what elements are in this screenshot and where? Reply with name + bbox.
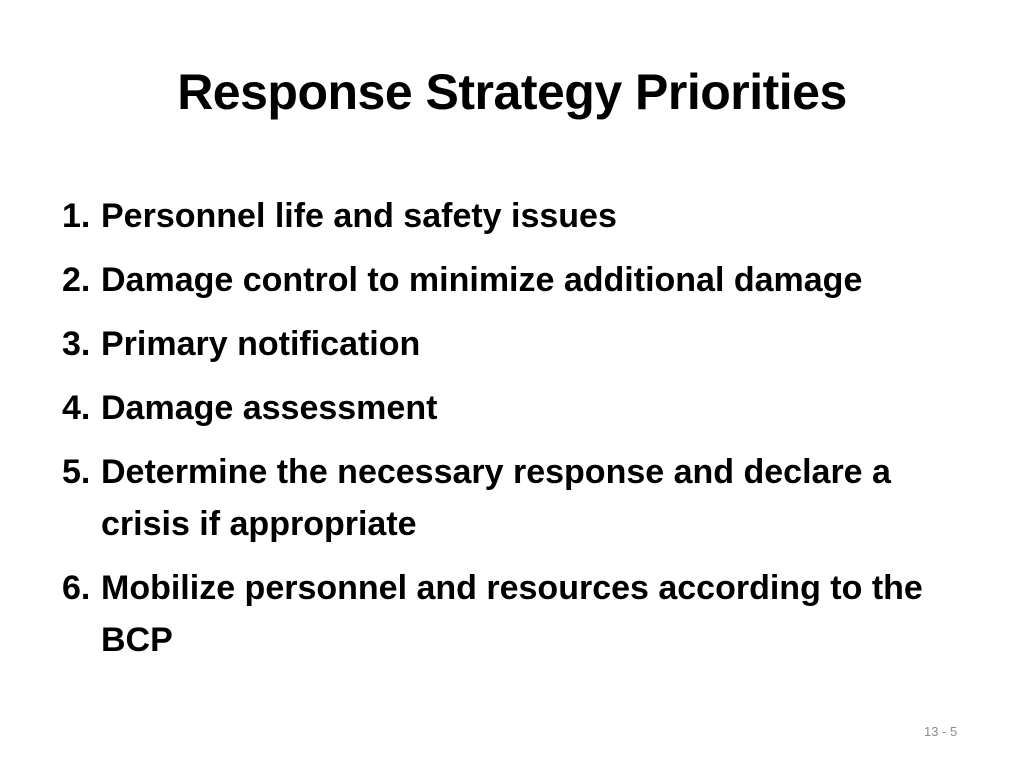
list-item-number: 2. [62, 261, 91, 299]
list-item-text: Determine the necessary response and declare a crisis if appropriate [101, 453, 891, 543]
list-item-number: 1. [62, 197, 91, 235]
priority-list [62, 190, 962, 678]
list-item-number: 6. [62, 569, 91, 607]
list-item-text: Mobilize personnel and resources according to the BCP [101, 569, 923, 659]
list-item-text: Damage assessment [101, 389, 438, 427]
list-item-text: Primary notification [101, 325, 421, 363]
list-item-number: 4. [62, 389, 91, 427]
list-item [62, 562, 962, 666]
page-number: 13 - 5 [924, 724, 958, 739]
list-item [62, 446, 962, 550]
slide-title: Response Strategy Priorities [177, 64, 847, 120]
list-item-number: 3. [62, 325, 91, 363]
list-item [62, 318, 962, 370]
list-item-text: Damage control to minimize additional damage [101, 261, 863, 299]
list-item-number: 5. [62, 453, 91, 491]
list-item [62, 190, 962, 242]
list-item [62, 254, 962, 306]
list-item [62, 382, 962, 434]
list-item-text: Personnel life and safety issues [101, 197, 617, 235]
